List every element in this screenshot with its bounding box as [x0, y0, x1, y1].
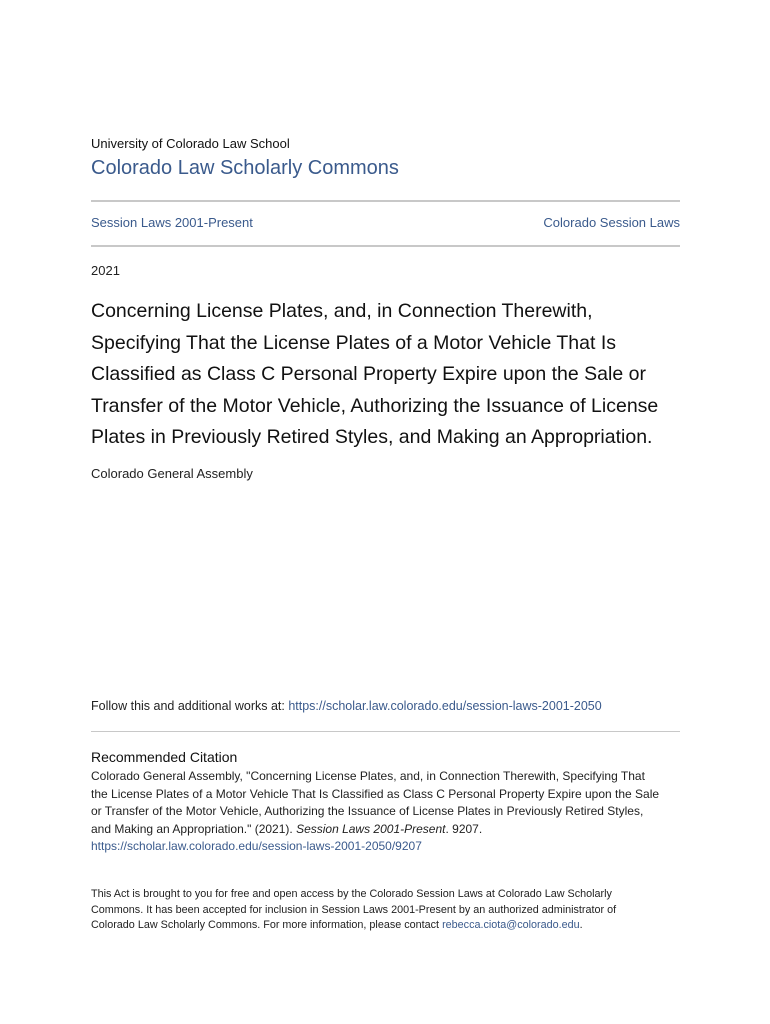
citation-suffix: . 9207. — [445, 821, 483, 836]
citation-line: or Transfer of the Motor Vehicle, Authorizing the Issuance of License Plates in Previously Retired Styles, — [91, 804, 644, 818]
follow-works-line — [91, 699, 602, 713]
collection-link[interactable]: Session Laws 2001-Present — [91, 215, 253, 230]
access-notice — [91, 887, 671, 934]
title-line: Transfer of the Motor Vehicle, Authorizing the Issuance of License — [91, 394, 659, 417]
citation-line: and Making an Appropriation." (2021). — [91, 821, 297, 836]
citation-link[interactable]: https://scholar.law.colorado.edu/session-laws-2001-2050/9207 — [91, 839, 422, 853]
document-title — [91, 296, 686, 454]
title-line: Plates in Previously Retired Styles, and Making an Appropriation. — [91, 426, 653, 448]
top-divider — [91, 200, 680, 202]
contact-email-link[interactable]: rebecca.ciota@colorado.edu — [442, 919, 580, 931]
publication-year: 2021 — [91, 263, 120, 278]
title-line: Classified as Class C Personal Property Expire upon the Sale or — [91, 363, 646, 385]
nav-divider — [91, 245, 680, 247]
parent-collection-link[interactable]: Colorado Session Laws — [543, 215, 680, 230]
title-line: Specifying That the License Plates of a Motor Vehicle That Is — [91, 331, 616, 354]
citation-line: the License Plates of a Motor Vehicle That Is Classified as Class C Personal Property Expire upon the Sale — [91, 786, 660, 801]
document-author: Colorado General Assembly — [91, 466, 253, 481]
notice-period: . — [579, 919, 583, 931]
notice-line: This Act is brought to you for free and open access by the Colorado Session Laws at Colorado Law Scholarly — [91, 888, 612, 900]
citation-divider — [91, 731, 680, 732]
recommended-citation-heading: Recommended Citation — [91, 749, 238, 765]
repository-title-link[interactable]: Colorado Law Scholarly Commons — [91, 157, 399, 179]
notice-line: Commons. It has been accepted for inclusion in Session Laws 2001-Present by an authorized administrator of — [91, 903, 617, 916]
follow-works-link[interactable]: https://scholar.law.colorado.edu/session-laws-2001-2050 — [288, 699, 602, 713]
follow-prefix: Follow this and additional works at: — [91, 699, 289, 713]
recommended-citation-text — [91, 768, 686, 856]
title-line: Concerning License Plates, and, in Connection Therewith, — [91, 300, 593, 322]
notice-line: Colorado Law Scholarly Commons. For more information, please contact — [91, 919, 443, 931]
citation-line: Colorado General Assembly, "Concerning License Plates, and, in Connection Therewith, Specifying That — [91, 769, 645, 783]
institution-name: University of Colorado Law School — [91, 136, 290, 151]
citation-publication: Session Laws 2001-Present — [296, 821, 446, 836]
